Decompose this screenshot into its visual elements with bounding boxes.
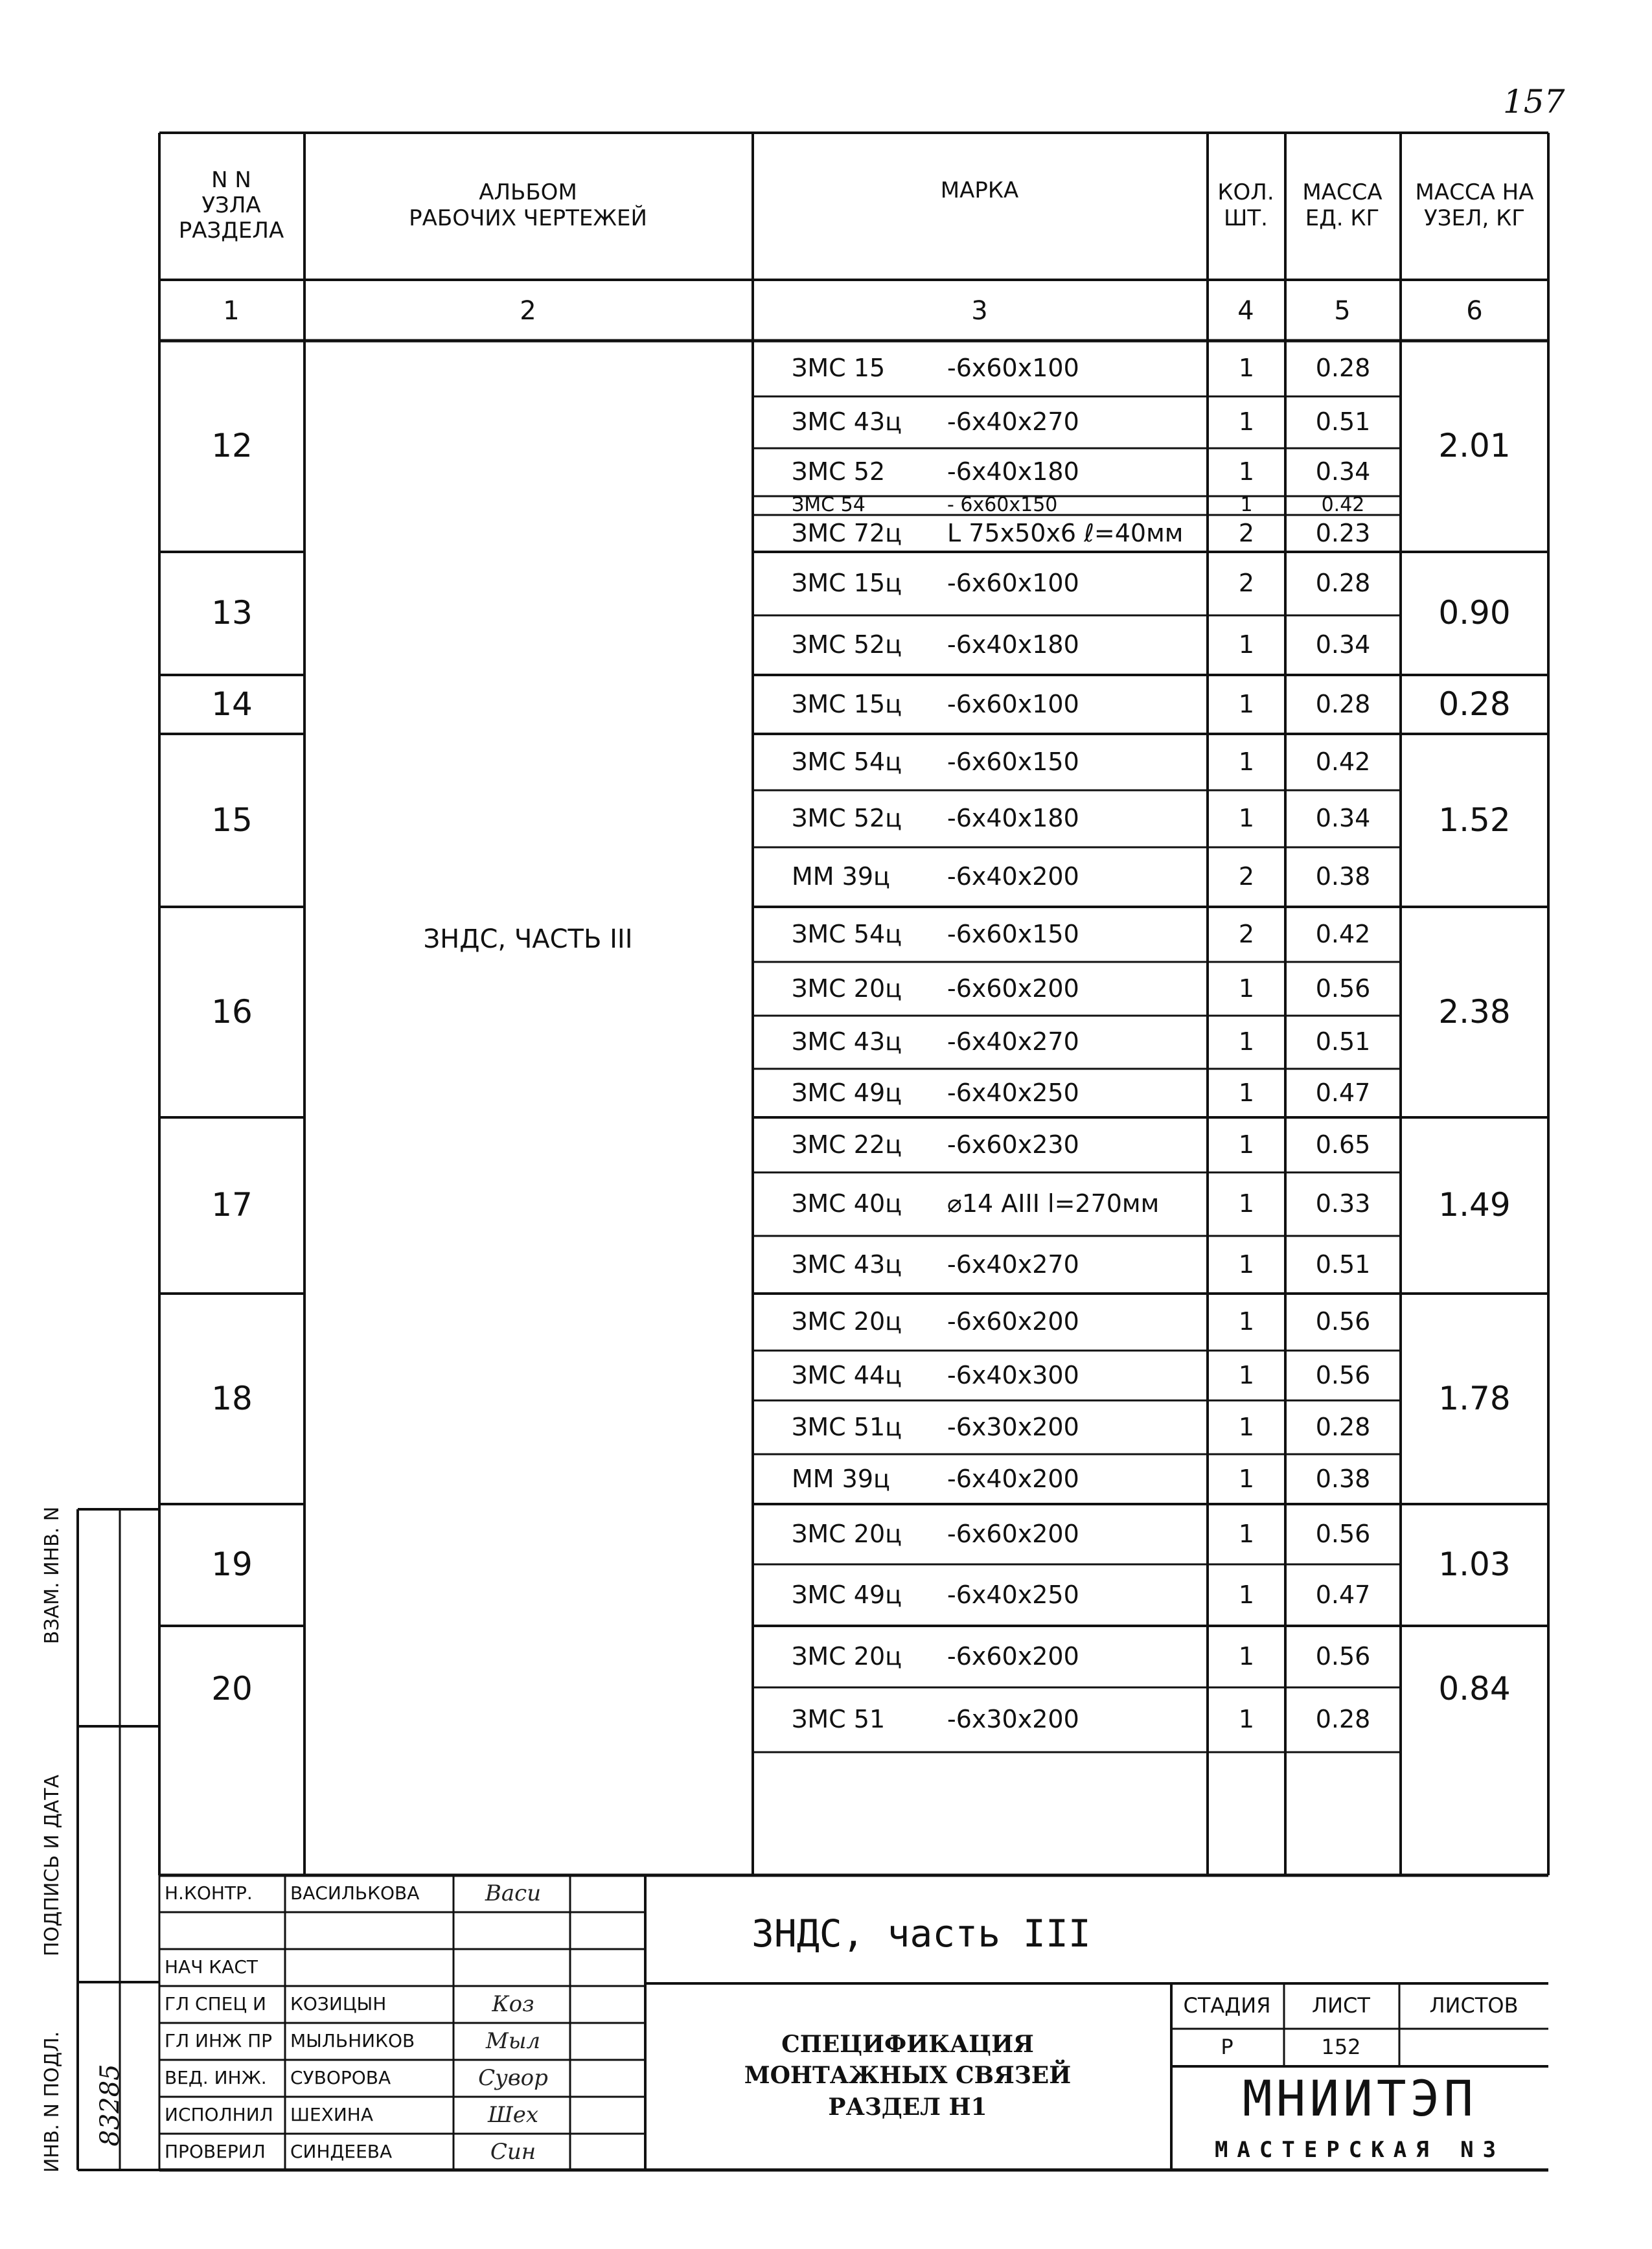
- unit-mass: 0.28: [1315, 354, 1371, 383]
- unit-mass: 0.38: [1315, 862, 1371, 891]
- column-number-3: 3: [971, 296, 988, 326]
- organization-name: МНИИТЭП: [1242, 2070, 1478, 2128]
- node-number: 14: [211, 685, 253, 723]
- signature-role: ИСПОЛНИЛ: [165, 2104, 273, 2126]
- mark-code: ЗМС 51ц: [792, 1412, 902, 1441]
- mark-code: ЗМС 15: [792, 354, 886, 383]
- quantity: 1: [1238, 747, 1255, 776]
- mark-code: ЗМС 15ц: [792, 689, 902, 718]
- mark-size: -6x60x200: [947, 1519, 1079, 1548]
- mark-size: -6x40x300: [947, 1360, 1079, 1389]
- mark-code: ЗМС 72ц: [792, 518, 902, 547]
- node-total-mass: 1.78: [1438, 1379, 1511, 1417]
- quantity: 1: [1238, 1307, 1255, 1336]
- quantity: 1: [1238, 354, 1255, 383]
- mark-size: -6x60x200: [947, 1307, 1079, 1336]
- mark-size: -6x60x200: [947, 974, 1079, 1003]
- signature-role: [165, 1912, 282, 1949]
- workshop-name: МАСТЕРСКАЯ N3: [1214, 2137, 1506, 2163]
- mark-size: -6x30x200: [947, 1412, 1079, 1441]
- unit-mass: 0.56: [1315, 1360, 1371, 1389]
- mark-size: -6x60x100: [947, 569, 1079, 598]
- signature-image: Шех: [487, 2101, 539, 2128]
- quantity: 1: [1238, 1519, 1255, 1548]
- sheets-value: [1399, 2029, 1548, 2065]
- node-total-mass: 1.03: [1438, 1546, 1511, 1584]
- mark-size: -6x40x270: [947, 1250, 1079, 1279]
- header-mark: [753, 133, 1206, 249]
- unit-mass: 0.47: [1315, 1078, 1371, 1107]
- mark-code: ЗМС 43ц: [792, 407, 902, 437]
- unit-mass: 0.28: [1315, 1412, 1371, 1441]
- node-number: 12: [211, 427, 253, 465]
- mark-size: - 6x60x150: [947, 494, 1058, 517]
- quantity: 1: [1238, 1130, 1255, 1159]
- signature-name: КОЗИЦЫН: [290, 1993, 387, 2015]
- quantity: 1: [1238, 974, 1255, 1003]
- signature-image: [459, 1912, 568, 1949]
- header-node-number: [159, 133, 303, 279]
- signature-image: Коз: [492, 1991, 534, 2017]
- unit-mass: 0.51: [1315, 407, 1371, 437]
- mark-size: -6x30x200: [947, 1705, 1079, 1734]
- quantity: 1: [1238, 1580, 1255, 1609]
- signature-image: Сувор: [478, 2064, 548, 2091]
- side-stamp-inv-podl: ИНВ. N ПОДЛ.: [40, 2031, 63, 2173]
- side-stamp-inv-podl-value: 83285: [95, 2064, 125, 2147]
- signature-role: ВЕД. ИНЖ.: [165, 2067, 267, 2089]
- unit-mass: 0.42: [1321, 494, 1365, 517]
- unit-mass: 0.56: [1315, 974, 1371, 1003]
- mark-size: -6x40x200: [947, 862, 1079, 891]
- header-quantity-text: КОЛ. ШТ.: [1217, 179, 1274, 231]
- quantity: 1: [1238, 1189, 1255, 1218]
- signature-image: Васи: [485, 1880, 542, 1906]
- mark-code: ЗМС 20ц: [792, 1307, 902, 1336]
- unit-mass: 0.23: [1315, 518, 1371, 547]
- unit-mass: 0.34: [1315, 804, 1371, 833]
- mark-size: ⌀14 АIII l=270мм: [947, 1189, 1160, 1218]
- signature-image: [459, 1949, 568, 1986]
- signature-image: Мыл: [485, 2027, 541, 2054]
- mark-code: ЗМС 20ц: [792, 974, 902, 1003]
- sheets-label: ЛИСТОВ: [1429, 1992, 1519, 2018]
- header-node-number-text: N N УЗЛА РАЗДЕЛА: [178, 166, 284, 244]
- quantity: 1: [1238, 1412, 1255, 1441]
- node-number: 13: [211, 594, 253, 632]
- quantity: 1: [1240, 494, 1253, 517]
- unit-mass: 0.56: [1315, 1307, 1371, 1336]
- unit-mass: 0.28: [1315, 1705, 1371, 1734]
- node-total-mass: 1.49: [1438, 1186, 1511, 1224]
- node-total-mass: 2.01: [1438, 427, 1511, 465]
- unit-mass: 0.28: [1315, 689, 1371, 718]
- document-title: [645, 1983, 1170, 2168]
- header-node-mass: [1401, 133, 1548, 279]
- signature-name: ВАСИЛЬКОВА: [290, 1882, 420, 1904]
- stage-value: Р: [1221, 2034, 1233, 2059]
- quantity: 2: [1238, 569, 1255, 598]
- album-name: ЗНДС, ЧАСТЬ III: [423, 924, 633, 954]
- column-number-1: 1: [223, 296, 240, 326]
- quantity: 1: [1238, 1360, 1255, 1389]
- mark-size: -6x40x180: [947, 457, 1079, 486]
- signature-role: ПРОВЕРИЛ: [165, 2141, 266, 2163]
- mark-code: ЗМС 43ц: [792, 1027, 902, 1056]
- node-number: 20: [211, 1669, 253, 1707]
- mark-size: -6x40x250: [947, 1580, 1079, 1609]
- page-number: 157: [1503, 83, 1565, 120]
- header-mark-text: МАРКА: [940, 177, 1019, 204]
- mark-size: -6x40x180: [947, 630, 1079, 659]
- mark-code: ЗМС 49ц: [792, 1580, 902, 1609]
- mark-code: ЗМС 54ц: [792, 919, 902, 948]
- unit-mass: 0.34: [1315, 630, 1371, 659]
- mark-code: ЗМС 43ц: [792, 1250, 902, 1279]
- quantity: 1: [1238, 1078, 1255, 1107]
- unit-mass: 0.65: [1315, 1130, 1371, 1159]
- mark-size: -6x60x100: [947, 689, 1079, 718]
- header-album-text: АЛЬБОМ РАБОЧИХ ЧЕРТЕЖЕЙ: [409, 179, 647, 231]
- unit-mass: 0.56: [1315, 1519, 1371, 1548]
- column-number-5: 5: [1334, 296, 1351, 326]
- quantity: 1: [1238, 1705, 1255, 1734]
- column-number-4: 4: [1237, 296, 1254, 326]
- document-title-line-1: СПЕЦИФИКАЦИЯ: [781, 2030, 1034, 2058]
- mark-size: -6x40x270: [947, 407, 1079, 437]
- mark-size: -6x40x250: [947, 1078, 1079, 1107]
- unit-mass: 0.51: [1315, 1250, 1371, 1279]
- quantity: 1: [1238, 407, 1255, 437]
- quantity: 1: [1238, 804, 1255, 833]
- mark-size: -6x60x100: [947, 354, 1079, 383]
- quantity: 1: [1238, 630, 1255, 659]
- mark-size: -6x40x180: [947, 804, 1079, 833]
- mark-code: ЗМС 52: [792, 457, 886, 486]
- signature-role: ГЛ ИНЖ ПР: [165, 2030, 273, 2052]
- node-total-mass: 2.38: [1438, 992, 1511, 1031]
- mark-code: ЗМС 49ц: [792, 1078, 902, 1107]
- mark-size: L 75x50x6 ℓ=40мм: [947, 518, 1184, 547]
- quantity: 1: [1238, 1027, 1255, 1056]
- side-stamp-inv-vzam: ВЗАМ. ИНВ. N: [40, 1506, 63, 1645]
- unit-mass: 0.38: [1315, 1464, 1371, 1493]
- mark-size: -6x60x230: [947, 1130, 1079, 1159]
- mark-code: ЗМС 22ц: [792, 1130, 902, 1159]
- side-stamp-sign-date: ПОДПИСЬ И ДАТА: [40, 1774, 63, 1957]
- node-number: 15: [211, 801, 253, 839]
- unit-mass: 0.42: [1315, 747, 1371, 776]
- quantity: 2: [1238, 518, 1255, 547]
- node-total-mass: 0.90: [1438, 594, 1511, 632]
- quantity: 2: [1238, 919, 1255, 948]
- header-album: [304, 133, 751, 279]
- mark-code: ЗМС 44ц: [792, 1360, 902, 1389]
- document-title-line-3: РАЗДЕЛ Н1: [828, 2093, 987, 2121]
- sheet-value: 152: [1321, 2034, 1361, 2059]
- header-quantity: [1208, 133, 1284, 279]
- mark-size: -6x60x150: [947, 919, 1079, 948]
- unit-mass: 0.51: [1315, 1027, 1371, 1056]
- mark-code: ЗМС 54ц: [792, 747, 902, 776]
- signature-name: СИНДЕЕВА: [290, 2141, 393, 2163]
- node-number: 17: [211, 1186, 253, 1224]
- quantity: 1: [1238, 1250, 1255, 1279]
- quantity: 1: [1238, 689, 1255, 718]
- signature-role: НАЧ КАСТ: [165, 1956, 258, 1978]
- mark-code: ЗМС 15ц: [792, 569, 902, 598]
- mark-size: -6x60x200: [947, 1641, 1079, 1671]
- node-total-mass: 0.84: [1438, 1669, 1511, 1707]
- signature-name: МЫЛЬНИКОВ: [290, 2030, 415, 2052]
- mark-code: ЗМС 40ц: [792, 1189, 902, 1218]
- unit-mass: 0.33: [1315, 1189, 1371, 1218]
- mark-code: ЗМС 54: [792, 494, 866, 517]
- signature-role: Н.КОНТР.: [165, 1882, 253, 1904]
- mark-code: ЗМС 52ц: [792, 804, 902, 833]
- node-total-mass: 1.52: [1438, 801, 1511, 839]
- document-title-line-2: МОНТАЖНЫХ СВЯЗЕЙ: [744, 2062, 1072, 2090]
- quantity: 1: [1238, 1641, 1255, 1671]
- signature-name: [290, 1912, 451, 1949]
- signature-name: ШЕХИНА: [290, 2104, 373, 2126]
- mark-code: ЗМС 20ц: [792, 1519, 902, 1548]
- node-total-mass: 0.28: [1438, 685, 1511, 723]
- signature-name: СУВОРОВА: [290, 2067, 391, 2089]
- unit-mass: 0.47: [1315, 1580, 1371, 1609]
- mark-code: ЗМС 20ц: [792, 1641, 902, 1671]
- column-number-6: 6: [1466, 296, 1483, 326]
- mark-code: ММ 39ц: [792, 862, 890, 891]
- project-title: ЗНДС, часть III: [751, 1911, 1091, 1956]
- node-number: 19: [211, 1546, 253, 1584]
- quantity: 1: [1238, 1464, 1255, 1493]
- node-number: 18: [211, 1379, 253, 1417]
- unit-mass: 0.42: [1315, 919, 1371, 948]
- quantity: 1: [1238, 457, 1255, 486]
- node-number: 16: [211, 992, 253, 1031]
- unit-mass: 0.34: [1315, 457, 1371, 486]
- header-node-mass-text: МАССА НА УЗЕЛ, КГ: [1415, 179, 1534, 231]
- unit-mass: 0.28: [1315, 569, 1371, 598]
- header-unit-mass-text: МАССА ЕД. КГ: [1302, 179, 1382, 231]
- mark-size: -6x40x270: [947, 1027, 1079, 1056]
- column-number-2: 2: [520, 296, 536, 326]
- mark-code: ММ 39ц: [792, 1464, 890, 1493]
- signature-image: Син: [490, 2138, 536, 2165]
- sheet-label: ЛИСТ: [1312, 1992, 1370, 2018]
- stage-label: СТАДИЯ: [1183, 1992, 1271, 2018]
- mark-code: ЗМС 52ц: [792, 630, 902, 659]
- mark-code: ЗМС 51: [792, 1705, 886, 1734]
- header-unit-mass: [1285, 133, 1399, 279]
- mark-size: -6x40x200: [947, 1464, 1079, 1493]
- unit-mass: 0.56: [1315, 1641, 1371, 1671]
- mark-size: -6x60x150: [947, 747, 1079, 776]
- signature-name: [290, 1949, 451, 1986]
- signature-role: ГЛ СПЕЦ И: [165, 1993, 266, 2015]
- quantity: 2: [1238, 862, 1255, 891]
